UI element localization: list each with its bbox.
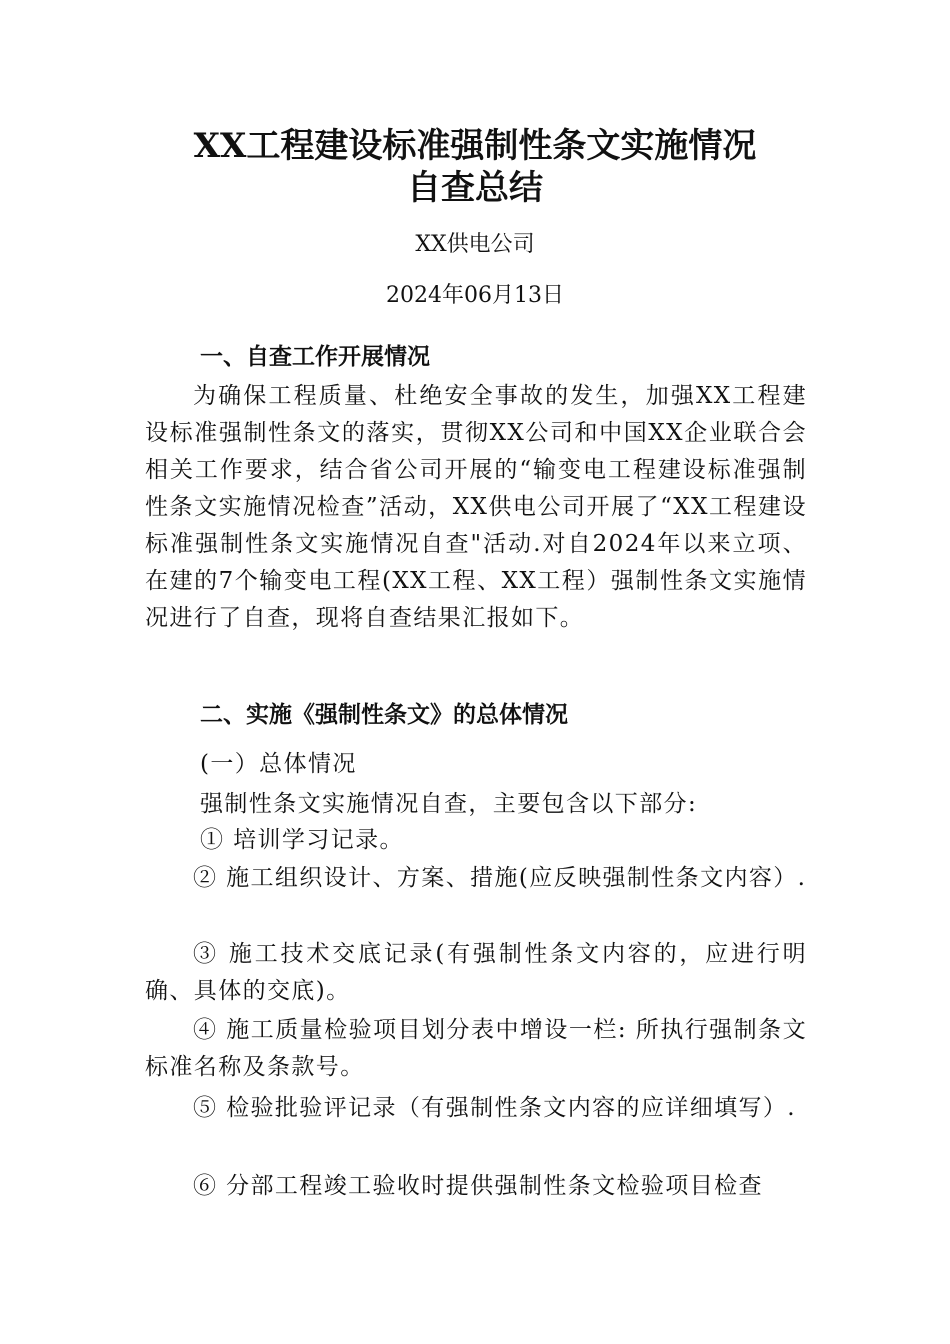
- list-item-3: ③ 施工技术交底记录(有强制性条文内容的，应进行明确、具体的交底)。: [145, 941, 807, 1004]
- section-1-heading: 一、自查工作开展情况: [200, 344, 430, 370]
- subsection-1-heading: (一）总体情况: [200, 751, 357, 777]
- document-title-line-1: XX工程建设标准强制性条文实施情况: [193, 126, 757, 166]
- intro-line: 强制性条文实施情况自查，主要包含以下部分:: [200, 791, 698, 817]
- section-1-paragraph: 为确保工程质量、杜绝安全事故的发生，加强XX工程建设标准强制性条文的落实，贯彻XX公司和中国XX企业联合会相关工作要求，结合省公司开展的“输变电工程建设标准强制性条文实施情况检查”活动，XX供电公司开展了“XX工程建设标准强制性条文实施情况自查"活动.对自2024年以来立项、在建的7个输变电工程(XX工程、XX工程）强制性条文实施情况进行了自查，现将自查结果汇报如下。: [145, 383, 807, 631]
- organization-name: XX供电公司: [415, 232, 535, 257]
- list-item-2: ② 施工组织设计、方案、措施(应反映强制性条文内容）.: [193, 865, 807, 891]
- document-title-line-2: 自查总结: [407, 168, 543, 208]
- document-date: 2024年06月13日: [386, 283, 564, 308]
- section-2-heading: 二、实施《强制性条文》的总体情况: [200, 702, 568, 728]
- list-item-4: ④ 施工质量检验项目划分表中增设一栏: 所执行强制条文标准名称及条款号。: [145, 1017, 807, 1080]
- list-item-1: ① 培训学习记录。: [200, 827, 404, 853]
- list-item-5: ⑤ 检验批验评记录（有强制性条文内容的应详细填写）.: [193, 1095, 797, 1121]
- list-item-6: ⑥ 分部工程竣工验收时提供强制性条文检验项目检查: [193, 1173, 763, 1199]
